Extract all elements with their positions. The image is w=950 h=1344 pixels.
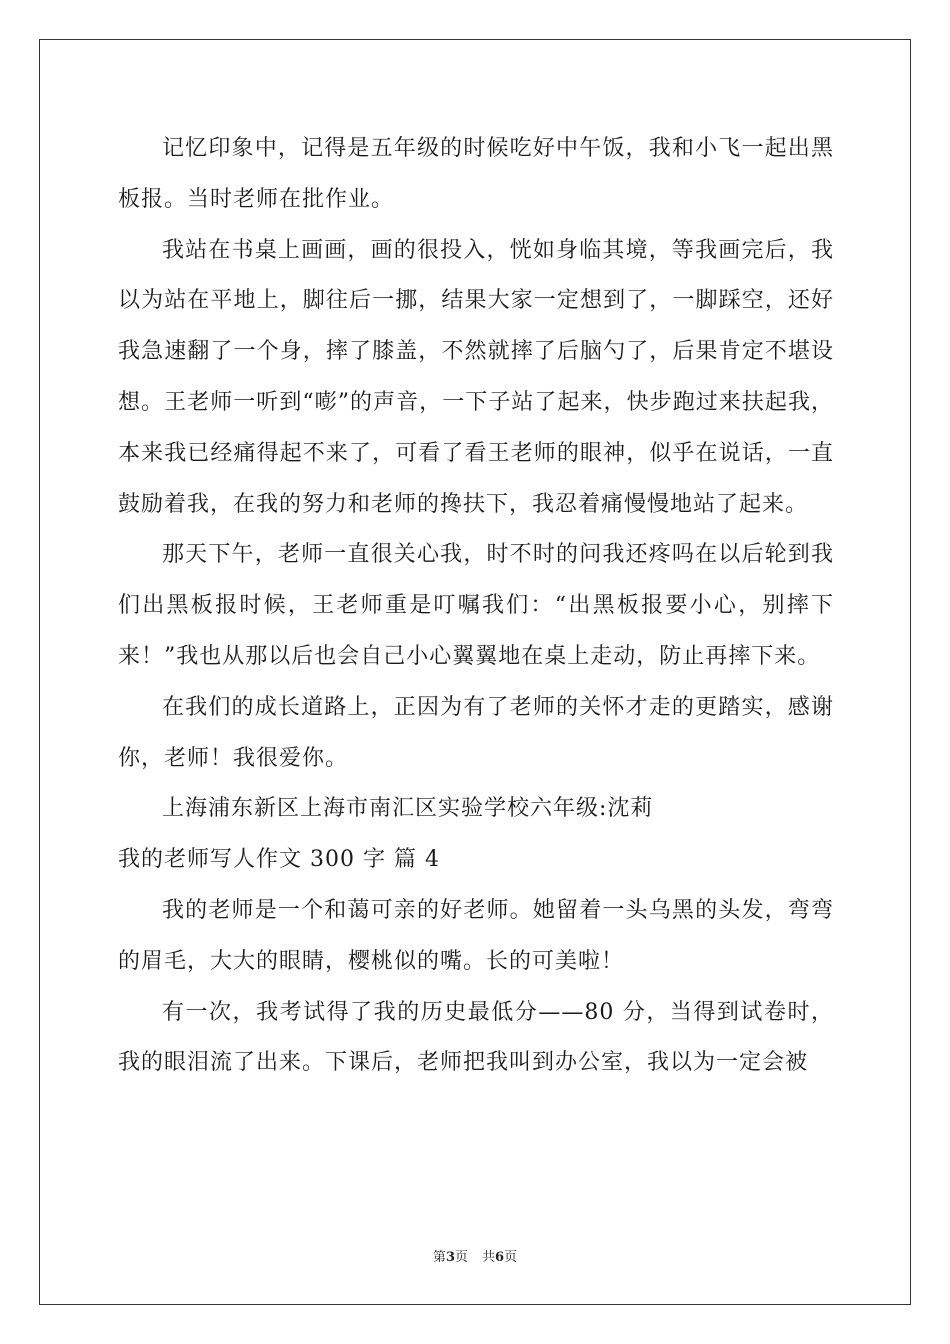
paragraph: 那天下午，老师一直很关心我，时不时的问我还疼吗在以后轮到我们出黑板报时候，王老师重是叮嘱我们：“出黑板报要小心，别摔下来！”我也从那以后也会自己小心翼翼地在桌上走动，防止再摔下来。 [118,542,834,669]
paragraph: 有一次，我考试得了我的历史最低分——80 分，当得到试卷时，我的眼泪流了出来。下课后，老师把我叫到办公室，我以为一定会被 [118,999,834,1076]
current-page-number: 3 [445,1250,455,1265]
section-heading: 我的老师写人作文 300 字 篇 4 [118,847,440,873]
total-suffix: 页 [504,1250,518,1265]
paragraph: 记忆印象中，记得是五年级的时候吃好中午饭，我和小飞一起出黑板报。当时老师在批作业。 [118,136,834,212]
paragraph: 在我们的成长道路上，正因为有了老师的关怀才走的更踏实，感谢你，老师！我很爱你。 [118,694,834,771]
document-body [118,124,834,1089]
page-suffix: 页 [454,1250,468,1265]
page-footer [0,1246,950,1265]
author-line: 上海浦东新区上海市南汇区实验学校六年级:沈莉 [162,796,654,822]
paragraph: 我站在书桌上画画，画的很投入，恍如身临其境，等我画完后，我以为站在平地上，脚往后一挪，结果大家一定想到了，一脚踩空，还好我急速翻了一个身，摔了膝盖，不然就摔了后脑勺了，后果肯定不堪设想。王老师一听到“嘭”的声音，一下子站了起来，快步跑过来扶起我，本来我已经痛得起不来了，可看了看王老师的眼神，似乎在说话，一直鼓励着我，在我的努力和老师的搀扶下，我忍着痛慢慢地站了起来。 [118,237,834,517]
total-prefix: 共 [482,1250,496,1265]
paragraph: 我的老师是一个和蔼可亲的好老师。她留着一头乌黑的头发，弯弯的眉毛，大大的眼睛，樱桃似的嘴。长的可美啦！ [118,897,834,974]
page-prefix: 第 [432,1250,446,1265]
total-page-count: 6 [495,1250,505,1265]
